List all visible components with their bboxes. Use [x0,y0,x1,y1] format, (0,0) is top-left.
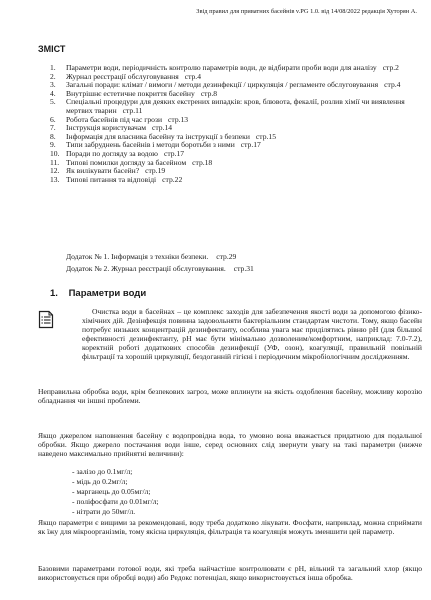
toc-item-number: 3. [50,80,56,90]
toc-item-page: стр.14 [152,123,173,133]
toc-appendix[interactable] [66,264,254,273]
toc-item-page: стр.13 [168,114,189,124]
toc-item-text: Як вилікувати басейн? [66,166,140,176]
toc-item-number: 5. [50,97,56,107]
toc-item-page: стр.11 [122,105,143,115]
toc-item-text: Параметри води, періодичність контролю параметрів води, де відбирати проби води для аналізу [66,63,377,72]
paragraph: Якщо параметри є вищими за рекомендовані, воду треба додатково лікувати. Фосфати, наприклад, можна сприймати як їжу для мікроорганізмів, тому якісна циркуляція, фільтрація та коагуляція можуть зменшити цей параметр. [38,518,422,536]
toc-item-text: Журнал реєстрації обслуговування [66,71,179,81]
toc-item-number: 2. [50,71,56,81]
toc-item-text: Інструкція користувачам [66,123,147,133]
appendix-text: Додаток № 2. Журнал реєстрації обслуговування. [66,264,226,273]
table-of-contents [50,64,422,184]
toc-item-page: стр.2 [382,63,399,72]
list-item: - мідь до 0.2мг/л; [72,477,159,487]
list-item: - залізо до 0.1мг/л; [72,467,159,477]
toc-item-page: стр.18 [192,157,213,167]
toc-item-number: 11. [50,157,60,167]
toc-item-page: стр.19 [145,166,166,176]
appendix-page: стр.29 [216,252,237,261]
paragraph: Базовими параметрами готової води, які треба найчастіше контролювати є рН, вільний та загальний хлор (якщо використовується при обробці води) або Редокс потенціал, якщо використовується інша обробка. [38,564,422,582]
paragraph: Неправильна обробка води, крім безпекових загроз, може вплинути на якість оздоблення басейну, можливу корозію обладнання чи іншні проблеми. [38,387,422,405]
list-item: - поліфосфати до 0.01мг/л; [72,497,159,507]
toc-item-number: 8. [50,131,56,141]
toc-item-text: Спеціальні процедури для деяких екстрених випадків: кров, блювота, фекалії, розлив хімії чи виявлення мертвих тварин [66,97,405,115]
toc-item-number: 13. [50,174,60,184]
toc-item-text: Загальні поради: клімат / вимоги / методи дезинфекції / циркуляція / регламенте обслуговування [66,80,379,90]
toc-item-number: 9. [50,140,56,150]
intro-paragraph: Очистка води в басейнах – це комплекс заходів для забезпечення якості води за допомогою фізико-хімічних дій. Дезінфекція повинна задовольняти бактеріальним стандартам чистоти. Тому, якщо басейн потребує низьких концентрацій дезинфектанту, особлива увага має приділятись рівню рН (для більшої ефективності дезинфектанту, рН має бути мінімально дозволеним/комфортним, наприклад: 7.0-7.2), коректній роботі додаткових способів дезинфекції (УФ, озон), коагуляції, правильній повільній фільтрації та хорошій циркуляції, бездоганній гігієні і періодичним мікробіологічним дослідженням. [82,307,422,361]
document-header: Звід правил для приватних басейнів v.PG 1.0. від 14/08/2022 редакція Хуторян А. [196,8,417,15]
toc-item-number: 4. [50,88,56,98]
toc-item-page: стр.8 [200,88,218,98]
toc-item-text: Робота басейнів під час грози [66,114,163,124]
toc-item-page: стр.17 [240,140,261,150]
document-list-icon [38,310,54,334]
toc-item-text: Внутрішнє естетичне покриття басейну [66,88,195,98]
toc-item-number: 12. [50,166,60,176]
toc-item-number: 1. [50,63,56,72]
toc-title: ЗМІСТ [38,44,66,54]
toc-item-text: Типи забруднень басейнів і методи боротьби з ними [66,140,235,150]
toc-item-text: Типові питання та відповіді [66,174,157,184]
toc-item[interactable] [50,98,422,115]
toc-item-text: Поради по догляду за водою [66,148,158,158]
toc-item-page: стр.15 [255,131,276,141]
toc-item-text: Інформація для власника басейну та інструкції з безпеки [66,131,250,141]
water-limits-list [72,467,159,517]
toc-item-page: стр.4 [184,71,201,81]
list-item: - марганець до 0.05мг/л; [72,487,159,497]
toc-item[interactable] [50,176,422,185]
toc-item-text: Типові помилки догляду за басейном [66,157,187,167]
toc-item-page: стр.17 [163,148,185,158]
toc-item-number: 6. [50,114,56,124]
paragraph: Якщо джерелом наповнення басейну є водопровідна вода, то умовно вона вважається придатною для подальшої обробки. Якщо джерело постачання води інше, серед основних слід звернути увагу на такі параметри (нижче наведено максимально прийнятні величини): [38,431,422,458]
appendix-page: стр.31 [233,264,254,273]
toc-item-number: 10. [50,148,60,158]
section-heading [50,288,146,299]
toc-item-number: 7. [50,123,56,133]
toc-item-page: стр.4 [384,80,401,90]
section-title: Параметри води [68,288,147,299]
toc-item-page: стр.22 [162,174,183,184]
appendix-text: Додаток № 1. Інформація з техніки безпеки. [66,252,209,261]
section-number: 1. [50,288,58,299]
list-item: - нітрати до 50мг/л. [72,507,159,517]
toc-appendix[interactable] [66,252,236,261]
